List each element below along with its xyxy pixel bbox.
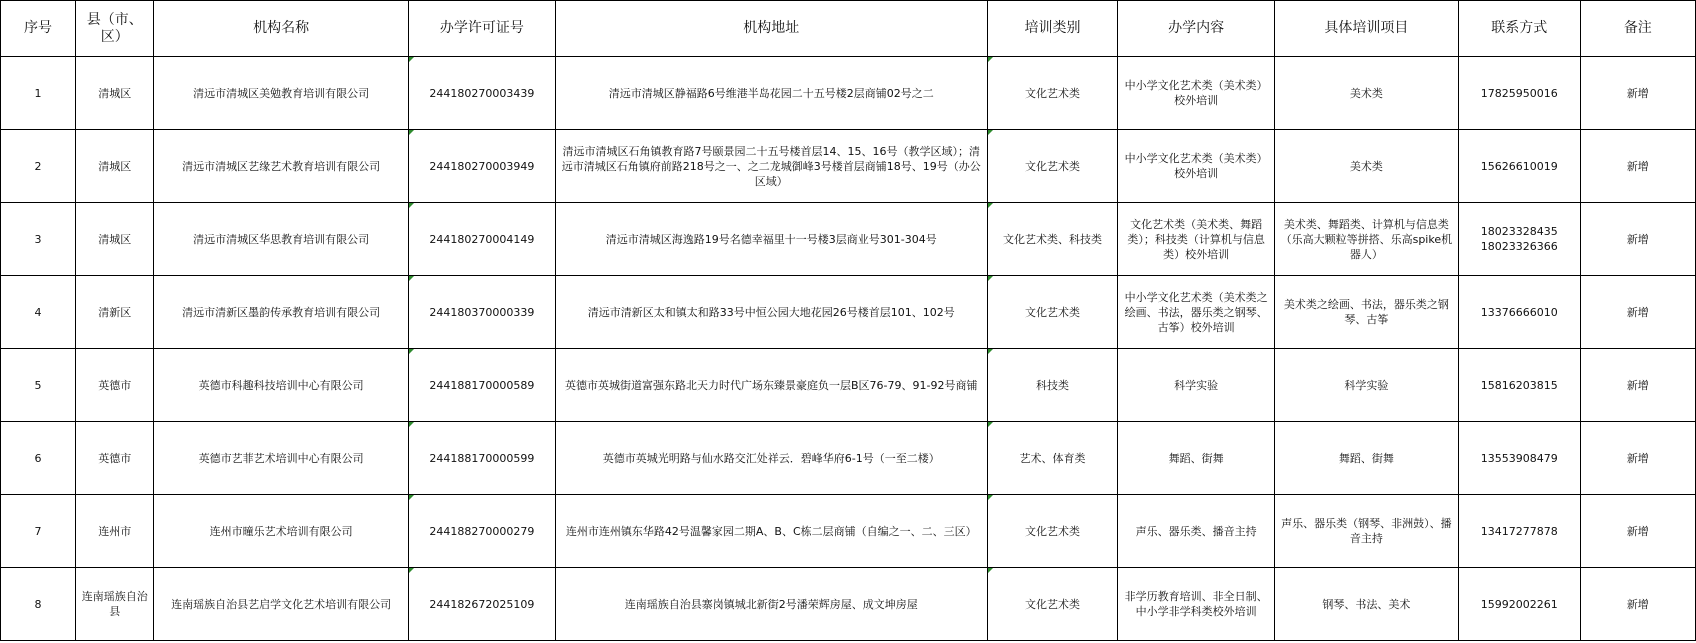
cell-contact: 18023328435 18023326366 [1458,203,1580,276]
cell-name: 清远市清城区华思教育培训有限公司 [154,203,409,276]
header-content: 办学内容 [1118,1,1275,57]
cell-content: 中小学文化艺术类（美术类）校外培训 [1118,130,1275,203]
cell-contact: 15626610019 [1458,130,1580,203]
cell-license: 244188170000599 [408,422,555,495]
cell-projects: 声乐、器乐类（钢琴、非洲鼓）、播音主持 [1274,495,1458,568]
cell-license: 244188270000279 [408,495,555,568]
cell-projects: 舞蹈、街舞 [1274,422,1458,495]
cell-remark: 新增 [1580,568,1695,641]
cell-content: 中小学文化艺术类（美术类之绘画、书法，器乐类之钢琴、古筝）校外培训 [1118,276,1275,349]
cell-category: 文化艺术类、科技类 [987,203,1118,276]
cell-name: 连南瑶族自治县艺启学文化艺术培训有限公司 [154,568,409,641]
header-row [1,1,1696,57]
cell-remark: 新增 [1580,57,1695,130]
cell-index: 8 [1,568,76,641]
cell-county: 清城区 [76,57,154,130]
cell-license: 244180270003439 [408,57,555,130]
cell-address: 连南瑶族自治县寨岗镇城北新街2号潘荣辉房屋、成文坤房屋 [555,568,987,641]
cell-category: 文化艺术类 [987,495,1118,568]
header-name: 机构名称 [154,1,409,57]
cell-index: 1 [1,57,76,130]
cell-remark: 新增 [1580,276,1695,349]
cell-license: 244180270003949 [408,130,555,203]
table-row [1,130,1696,203]
cell-content: 文化艺术类（美术类、舞蹈类）；科技类（计算机与信息类）校外培训 [1118,203,1275,276]
cell-content: 科学实验 [1118,349,1275,422]
cell-contact: 15992002261 [1458,568,1580,641]
cell-name: 英德市艺菲艺术培训中心有限公司 [154,422,409,495]
cell-contact: 13417277878 [1458,495,1580,568]
cell-content: 中小学文化艺术类（美术类）校外培训 [1118,57,1275,130]
cell-license: 244182672025109 [408,568,555,641]
cell-name: 连州市曈乐艺术培训有限公司 [154,495,409,568]
cell-category: 文化艺术类 [987,276,1118,349]
cell-index: 3 [1,203,76,276]
cell-name: 英德市科趣科技培训中心有限公司 [154,349,409,422]
cell-license: 244180370000339 [408,276,555,349]
cell-contact: 13553908479 [1458,422,1580,495]
header-contact: 联系方式 [1458,1,1580,57]
cell-index: 5 [1,349,76,422]
cell-projects: 美术类、舞蹈类、计算机与信息类（乐高大颗粒等拼搭、乐高spike机器人） [1274,203,1458,276]
cell-license: 244180270004149 [408,203,555,276]
cell-county: 英德市 [76,349,154,422]
cell-name: 清远市清城区艺缘艺术教育培训有限公司 [154,130,409,203]
cell-contact: 17825950016 [1458,57,1580,130]
table-row [1,422,1696,495]
cell-category: 科技类 [987,349,1118,422]
cell-category: 文化艺术类 [987,568,1118,641]
cell-projects: 科学实验 [1274,349,1458,422]
header-remark: 备注 [1580,1,1695,57]
cell-projects: 钢琴、书法、美术 [1274,568,1458,641]
cell-name: 清远市清城区美勉教育培训有限公司 [154,57,409,130]
cell-index: 7 [1,495,76,568]
cell-county: 清新区 [76,276,154,349]
cell-remark: 新增 [1580,203,1695,276]
cell-county: 连南瑶族自治县 [76,568,154,641]
header-address: 机构地址 [555,1,987,57]
cell-projects: 美术类 [1274,57,1458,130]
table-row [1,568,1696,641]
table-row [1,276,1696,349]
cell-county: 英德市 [76,422,154,495]
table-row [1,349,1696,422]
header-index: 序号 [1,1,76,57]
cell-address: 连州市连州镇东华路42号温馨家园二期A、B、C栋二层商铺（自编之一、二、三区） [555,495,987,568]
cell-category: 文化艺术类 [987,57,1118,130]
cell-remark: 新增 [1580,495,1695,568]
header-projects: 具体培训项目 [1274,1,1458,57]
cell-address: 清远市清城区海逸路19号名德幸福里十一号楼3层商业号301-304号 [555,203,987,276]
table-row [1,495,1696,568]
header-county: 县（市、区） [76,1,154,57]
cell-remark: 新增 [1580,422,1695,495]
cell-county: 清城区 [76,130,154,203]
header-category: 培训类别 [987,1,1118,57]
header-license: 办学许可证号 [408,1,555,57]
cell-remark: 新增 [1580,130,1695,203]
cell-content: 声乐、器乐类、播音主持 [1118,495,1275,568]
cell-remark: 新增 [1580,349,1695,422]
cell-content: 舞蹈、街舞 [1118,422,1275,495]
table-row [1,203,1696,276]
cell-projects: 美术类之绘画、书法，器乐类之钢琴、古筝 [1274,276,1458,349]
cell-address: 清远市清新区太和镇太和路33号中恒公园大地花园26号楼首层101、102号 [555,276,987,349]
table-row [1,57,1696,130]
cell-index: 2 [1,130,76,203]
cell-category: 文化艺术类 [987,130,1118,203]
cell-index: 4 [1,276,76,349]
cell-address: 英德市英城光明路与仙水路交汇处祥云．碧峰华府6-1号（一至二楼） [555,422,987,495]
cell-address: 清远市清城区石角镇教育路7号颐景园二十五号楼首层14、15、16号（教学区域）；清远市清城区石角镇府前路218号之一、之二龙城御峰3号楼首层商铺18号、19号（办公区域） [555,130,987,203]
cell-address: 英德市英城街道富强东路北天力时代广场东臻景豪庭负一层B区76-79、91-92号商铺 [555,349,987,422]
cell-license: 244188170000589 [408,349,555,422]
cell-county: 连州市 [76,495,154,568]
cell-contact: 13376666010 [1458,276,1580,349]
cell-content: 非学历教育培训、非全日制、中小学非学科类校外培训 [1118,568,1275,641]
cell-address: 清远市清城区静福路6号维港半岛花园二十五号楼2层商铺02号之二 [555,57,987,130]
cell-projects: 美术类 [1274,130,1458,203]
cell-name: 清远市清新区墨韵传承教育培训有限公司 [154,276,409,349]
cell-county: 清城区 [76,203,154,276]
cell-category: 艺术、体育类 [987,422,1118,495]
cell-contact: 15816203815 [1458,349,1580,422]
cell-index: 6 [1,422,76,495]
